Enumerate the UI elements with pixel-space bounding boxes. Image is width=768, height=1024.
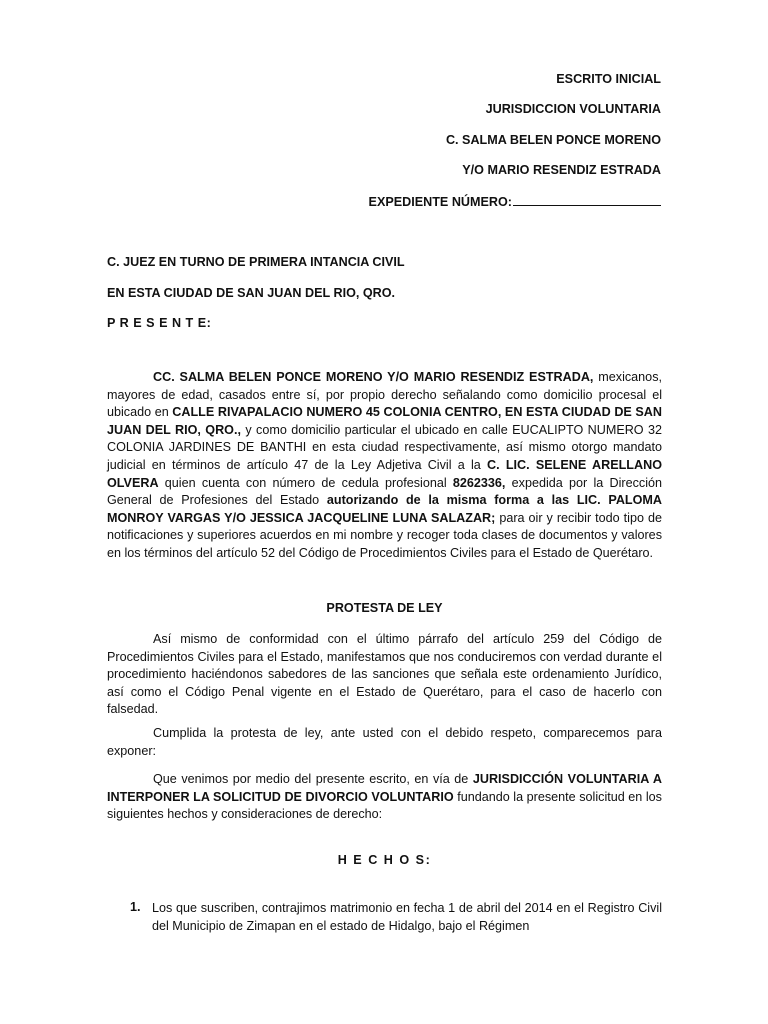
fact-1-text: Los que suscriben, contrajimos matrimonio en fecha 1 de abril del 2014 en el Registro Civil del Municipio de Zimapan en el estado de Hidalgo, bajo el Régimen (152, 901, 662, 933)
protesta-paragraph: Así mismo de conformidad con el último párrafo del artículo 259 del Código de Procedimientos Civiles para el Estado, manifestamos que nos conduciremos con verdad durante el procedimiento haciéndonos sabedores de las sanciones que señala este ordenamiento Jurídico, así como el Código Penal vigente en el Estado de Querétaro, para el caso de hacerlo con falsedad. (107, 632, 662, 717)
procedural-address: CALLE RIVAPALACIO NUMERO 45 COLONIA CENTRO, EN ESTA CIUDAD DE SAN JUAN DEL RIO, QRO., (107, 405, 662, 437)
city-line: EN ESTA CIUDAD DE SAN JUAN DEL RIO, QRO. (107, 286, 396, 300)
intro-paragraph: CC. SALMA BELEN PONCE MORENO Y/O MARIO RESENDIZ ESTRADA, mexicanos, mayores de edad, casados entre sí, por propio derecho señalando como domicilio procesal el ubicado en CALLE RIVAPALACIO NUMERO 45 COLONIA CENTRO, EN ESTA CIUDAD DE SAN JUAN DEL RIO, QRO., y como domicilio particular el ubicado en calle EUCALIPTO NUMERO 32 COLONIA JARDINES DE BANTHI en esta ciudad respectivamente, así mismo otorgo mandato judicial en términos de artículo 47 de la Ley Adjetiva Civil a la C. LIC. SELENE ARELLANO OLVERA quien cuenta con número de cedula profesional 8262336, expedida por la Dirección General de Profesiones del Estado autorizando de la misma forma a las LIC. PALOMA MONROY VARGAS Y/O JESSICA JACQUELINE LUNA SALAZAR; para oir y recibir todo tipo de notificaciones y superiores acuerdos en mi nombre y recoger toda clases de documentos y valores en los términos del artículo 52 del Código de Procedimientos Civiles para el Estado de Querétaro. (107, 370, 662, 560)
case-number-blank (513, 194, 661, 206)
comparecemos-paragraph: Cumplida la protesta de ley, ante usted con el debido respeto, comparecemos para exponer: (107, 726, 662, 758)
doc-type-heading: ESCRITO INICIAL (556, 72, 661, 86)
judge-addressee: C. JUEZ EN TURNO DE PRIMERA INTANCIA CIVIL (107, 255, 405, 269)
presente-line: P R E S E N T E: (107, 316, 212, 330)
petitioner-2-heading: Y/O MARIO RESENDIZ ESTRADA (462, 163, 661, 177)
cedula-number: 8262336, (452, 475, 506, 490)
petitioner-names: CC. SALMA BELEN PONCE MORENO Y/O MARIO RESENDIZ ESTRADA, (153, 370, 594, 384)
case-number-label: EXPEDIENTE NÚMERO: (368, 195, 512, 209)
petition-paragraph: Que venimos por medio del presente escrito, en vía de JURISDICCIÓN VOLUNTARIA A INTERPONER LA SOLICITUD DE DIVORCIO VOLUNTARIO fundando la presente solicitud en los siguientes hechos y consideraciones de derecho: (107, 772, 662, 822)
authorized-lawyers: autorizando de la misma forma a las LIC. PALOMA MONROY VARGAS Y/O JESSICA JACQUELINE LUNA SALAZAR; (107, 493, 662, 525)
procedure-name: JURISDICCIÓN VOLUNTARIA A INTERPONER LA SOLICITUD DE DIVORCIO VOLUNTARIO (107, 772, 662, 804)
hechos-title: H E C H O S: (337, 853, 432, 867)
petitioner-1-heading: C. SALMA BELEN PONCE MORENO (445, 133, 661, 147)
procedure-type-heading: JURISDICCION VOLUNTARIA (485, 102, 661, 116)
case-number-line (369, 194, 661, 209)
protesta-title: PROTESTA DE LEY (326, 601, 443, 615)
fact-1-number: 1. (130, 900, 141, 914)
lawyer-name: C. LIC. SELENE ARELLANO OLVERA (107, 457, 662, 490)
